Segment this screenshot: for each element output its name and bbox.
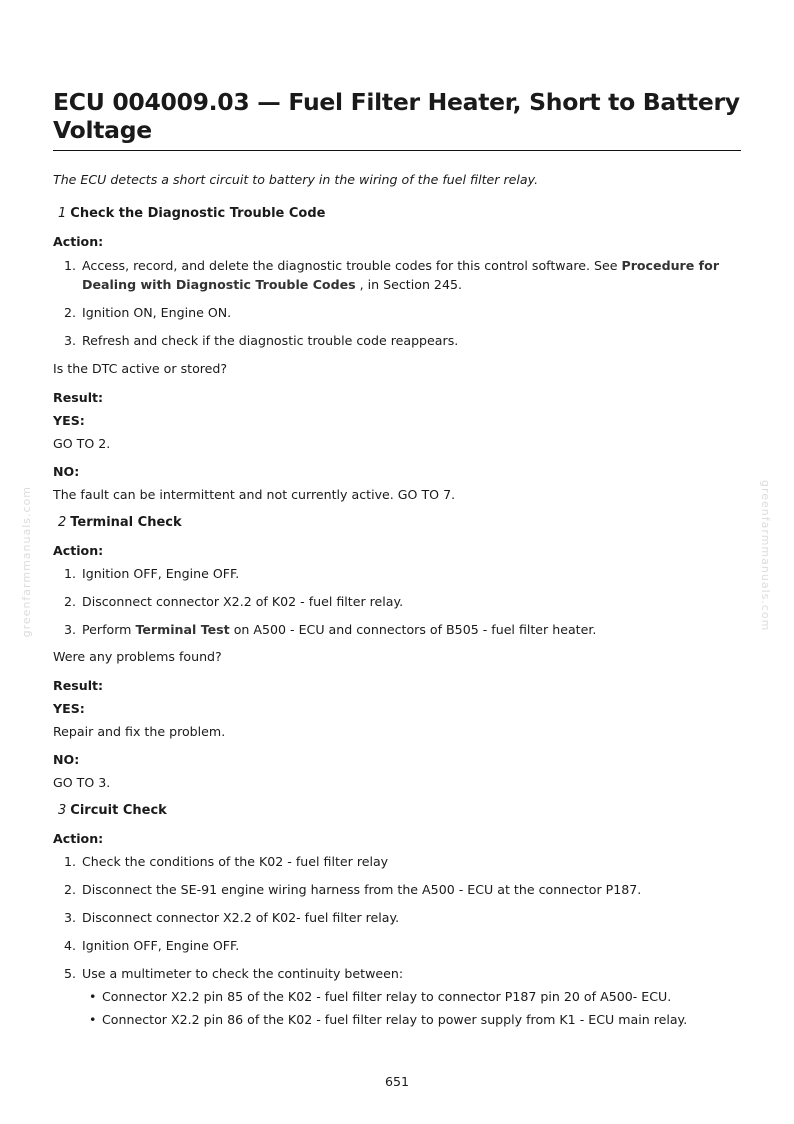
step-number: 2: [58, 515, 67, 530]
action-label: Action:: [53, 234, 104, 249]
intro-text: The ECU detects a short circuit to battery in the wiring of the fuel filter relay.: [53, 172, 539, 187]
list-number: 2.: [64, 882, 77, 897]
list-number: 5.: [64, 966, 77, 981]
list-item: [53, 880, 741, 899]
step-1-heading: [53, 206, 741, 222]
action-text: Ignition OFF, Engine OFF.: [82, 566, 240, 581]
action-text: , in Section 245.: [355, 277, 462, 292]
step-2-heading: [53, 515, 741, 531]
action-label: Action:: [53, 831, 104, 846]
action-text: Check the conditions of the K02 - fuel filter relay: [82, 854, 389, 869]
bullet-icon: •: [89, 1012, 97, 1027]
list-number: 4.: [64, 938, 77, 953]
list-number: 1.: [64, 854, 77, 869]
action-text: Disconnect the SE-91 engine wiring harness from the A500 - ECU at the connector P187.: [82, 882, 642, 897]
action-label: Action:: [53, 543, 104, 558]
action-text: Refresh and check if the diagnostic trouble code reappears.: [82, 333, 459, 348]
action-text: Ignition ON, Engine ON.: [82, 305, 232, 320]
action-text: Perform: [82, 622, 136, 637]
yes-label: YES:: [53, 413, 85, 428]
watermark-right: greenfarmmanuals.com: [759, 480, 772, 632]
list-item: [53, 852, 741, 871]
document-page: [53, 88, 741, 1028]
step-title: Circuit Check: [70, 803, 167, 818]
yes-label: YES:: [53, 701, 85, 716]
step-3-heading: [53, 803, 741, 819]
bullet-item: [53, 1012, 741, 1028]
yes-text: Repair and fix the problem.: [53, 724, 226, 739]
list-number: 3.: [64, 622, 77, 637]
list-number: 3.: [64, 910, 77, 925]
step-2-actions: [53, 564, 741, 639]
list-item: [53, 331, 741, 350]
no-text: The fault can be intermittent and not currently active. GO TO 7.: [53, 487, 456, 502]
no-text: GO TO 3.: [53, 775, 111, 790]
list-item: [53, 256, 741, 294]
list-item: [53, 592, 741, 611]
step-1-actions: [53, 256, 741, 350]
list-item: [53, 936, 741, 955]
list-item: [53, 620, 741, 639]
yes-text: GO TO 2.: [53, 436, 111, 451]
action-text: Access, record, and delete the diagnostic trouble codes for this control software. See: [82, 258, 622, 273]
step-number: 3: [58, 803, 67, 818]
list-number: 2.: [64, 305, 77, 320]
bullet-text: Connector X2.2 pin 86 of the K02 - fuel filter relay to power supply from K1 - ECU main relay.: [102, 1012, 688, 1027]
list-item: [53, 564, 741, 583]
no-label: NO:: [53, 464, 80, 479]
step-number: 1: [58, 206, 67, 221]
result-label: Result:: [53, 678, 104, 693]
action-text: Disconnect connector X2.2 of K02- fuel filter relay.: [82, 910, 400, 925]
list-item: [53, 303, 741, 322]
action-text: Use a multimeter to check the continuity between:: [82, 966, 404, 981]
continuity-checks: [53, 989, 741, 1028]
action-text: Ignition OFF, Engine OFF.: [82, 938, 240, 953]
step-question: Is the DTC active or stored?: [53, 361, 228, 376]
list-item: [53, 964, 741, 983]
list-number: 1.: [64, 258, 77, 273]
action-text: on A500 - ECU and connectors of B505 - fuel filter heater.: [229, 622, 597, 637]
step-title: Check the Diagnostic Trouble Code: [70, 206, 326, 221]
page-title: ECU 004009.03 — Fuel Filter Heater, Short to Battery Voltage: [53, 88, 741, 151]
list-number: 2.: [64, 594, 77, 609]
result-label: Result:: [53, 390, 104, 405]
action-text: Disconnect connector X2.2 of K02 - fuel filter relay.: [82, 594, 404, 609]
step-question: Were any problems found?: [53, 649, 222, 664]
procedure-link[interactable]: Procedure for Dealing with Diagnostic Trouble Codes: [82, 258, 720, 292]
list-item: [53, 908, 741, 927]
bullet-item: [53, 989, 741, 1005]
step-3-actions: [53, 852, 741, 983]
watermark-left: greenfarmmanuals.com: [20, 486, 33, 638]
page-number: 651: [384, 1074, 410, 1089]
list-number: 1.: [64, 566, 77, 581]
list-number: 3.: [64, 333, 77, 348]
step-title: Terminal Check: [70, 515, 182, 530]
terminal-test-link[interactable]: Terminal Test: [135, 622, 230, 637]
bullet-icon: •: [89, 989, 97, 1004]
bullet-text: Connector X2.2 pin 85 of the K02 - fuel filter relay to connector P187 pin 20 of A500- ECU.: [102, 989, 672, 1004]
no-label: NO:: [53, 752, 80, 767]
